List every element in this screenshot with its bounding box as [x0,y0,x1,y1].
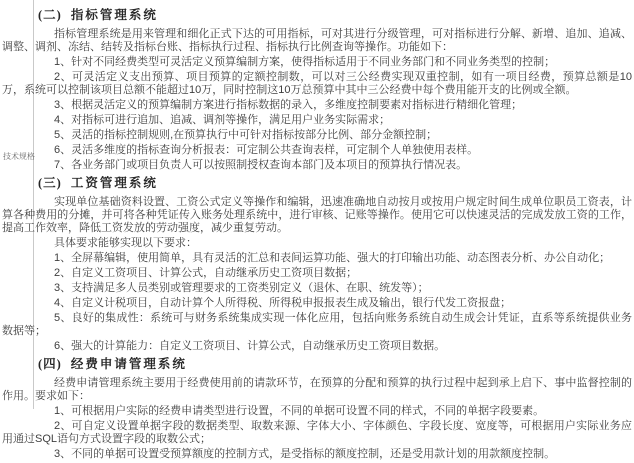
paragraph: 经费申请管理系统主要用于经费使用前的请款环节，在预算的分配和预算的执行过程中起到承上启下、事中监督控制的作用。要求如下： [2,377,632,402]
paragraph: 4、自定义计税项目，自动计算个人所得税、所得税申报报表生成及输出，银行代发工资报盘； [54,297,512,309]
paragraph: 指标管理系统是用来管理和细化正式下达的可用指标，可对其进行分级管理，可对指标进行分解、新增、追加、追减、调整、调剂、冻结、结转及指标台账、指标执行过程、指标执行比例查询等操作。功能如下： [2,28,632,53]
paragraph: 1、可根据用户实际的经费申请类型进行设置，不同的单据可设置不同的样式，不同的单据字段要素。 [54,405,545,417]
paragraph: 7、各业务部门或项目负责人可以按照制授权查询本部门及本项目的预算执行情况表。 [54,159,468,171]
paragraph: 4、对指标可进行追加、追减、调剂等操作，满足用户业务实际需求； [54,114,391,126]
row-label-technical-specs: 技术规格 [3,152,35,161]
section [2,357,632,461]
section-heading [38,357,632,371]
section [2,8,632,172]
paragraph: 具体要求能够实现以下要求： [54,237,197,249]
document-content [2,4,632,463]
paragraph: 2、自定义工资项目、计算公式，自动继承历史工资项目数据； [54,267,358,279]
paragraph: 2、可灵活定义支出预算、项目预算的定额控制数，可以对三公经费实现双重控制，如有一项目经费，预算总额是10万，系统可以控制该项目总额不能超过10万，同时控制这10万总预算中其中三公经费中每个费用能开支的比例或全额。 [2,71,632,96]
paragraph: 1、针对不同经费类型可灵活定义预算编制方案，使得指标适用于不同业务部门和不同业务类型的控制； [54,56,556,68]
paragraph: 1、全屏幕编辑，使用简单，具有灵活的汇总和表间运算功能、强大的打印输出功能、动态图表分析、办公自动化； [54,252,611,264]
section-heading [38,176,632,190]
section-title: 指标管理系统 [70,8,158,22]
paragraph: 2、可自定义设置单据字段的数据类型、取数来源、字体大小、字体颜色、字段长度、宽度等，可根据用户实际业务应用通过SQL语句方式设置字段的取数公式； [2,420,632,445]
paragraph: 5、灵活的指标控制规则,在预算执行中可针对指标按部分比例、部分金额控制； [54,129,438,141]
paragraph: 6、强大的计算能力：自定义工资项目、计算公式，自动继承历史工资项目数据。 [54,340,446,352]
section-number: (三) [38,176,62,190]
paragraph: 5、良好的集成性：系统可与财务系统集成实现一体化应用，包括向账务系统自动生成会计凭证，直系等系统提供业务数据等； [2,312,632,337]
paragraph: 3、不同的单据可设置受预算额度的控制方式，是受指标的额度控制，还是受用款计划的用款额度控制。 [54,448,556,460]
paragraph: 3、根据灵活定义的预算编制方案进行指标数据的录入，多维度控制要素对指标进行精细化管理； [54,99,523,111]
section-heading [38,8,632,22]
paragraph: 3、支持满足多人员类别或管理要求的工资类别定义（退休、在职、统发等）； [54,282,429,294]
paragraph: 6、灵活多维度的指标查询分析报表：可定制公共查询表样，可定制个人单独使用表样。 [54,144,479,156]
paragraph: 实现单位基础资料设置、工资公式定义等操作和编辑，迅速准确地自动按月或按用户规定时间生成单位职员工资表，计算各种费用的分摊，并可将各种凭证传入账务处理系统中，进行审核、记账等操作。使用它可以快速灵活的完成发放工资的工作，提高工作效率，降低工资发放的劳动强度，减少重复劳动。 [2,196,632,234]
section-number: (四) [38,357,62,371]
section [2,176,632,353]
section-title: 经费申请管理系统 [70,357,187,371]
section-title: 工资管理系统 [70,176,158,190]
section-number: (二) [38,8,62,22]
